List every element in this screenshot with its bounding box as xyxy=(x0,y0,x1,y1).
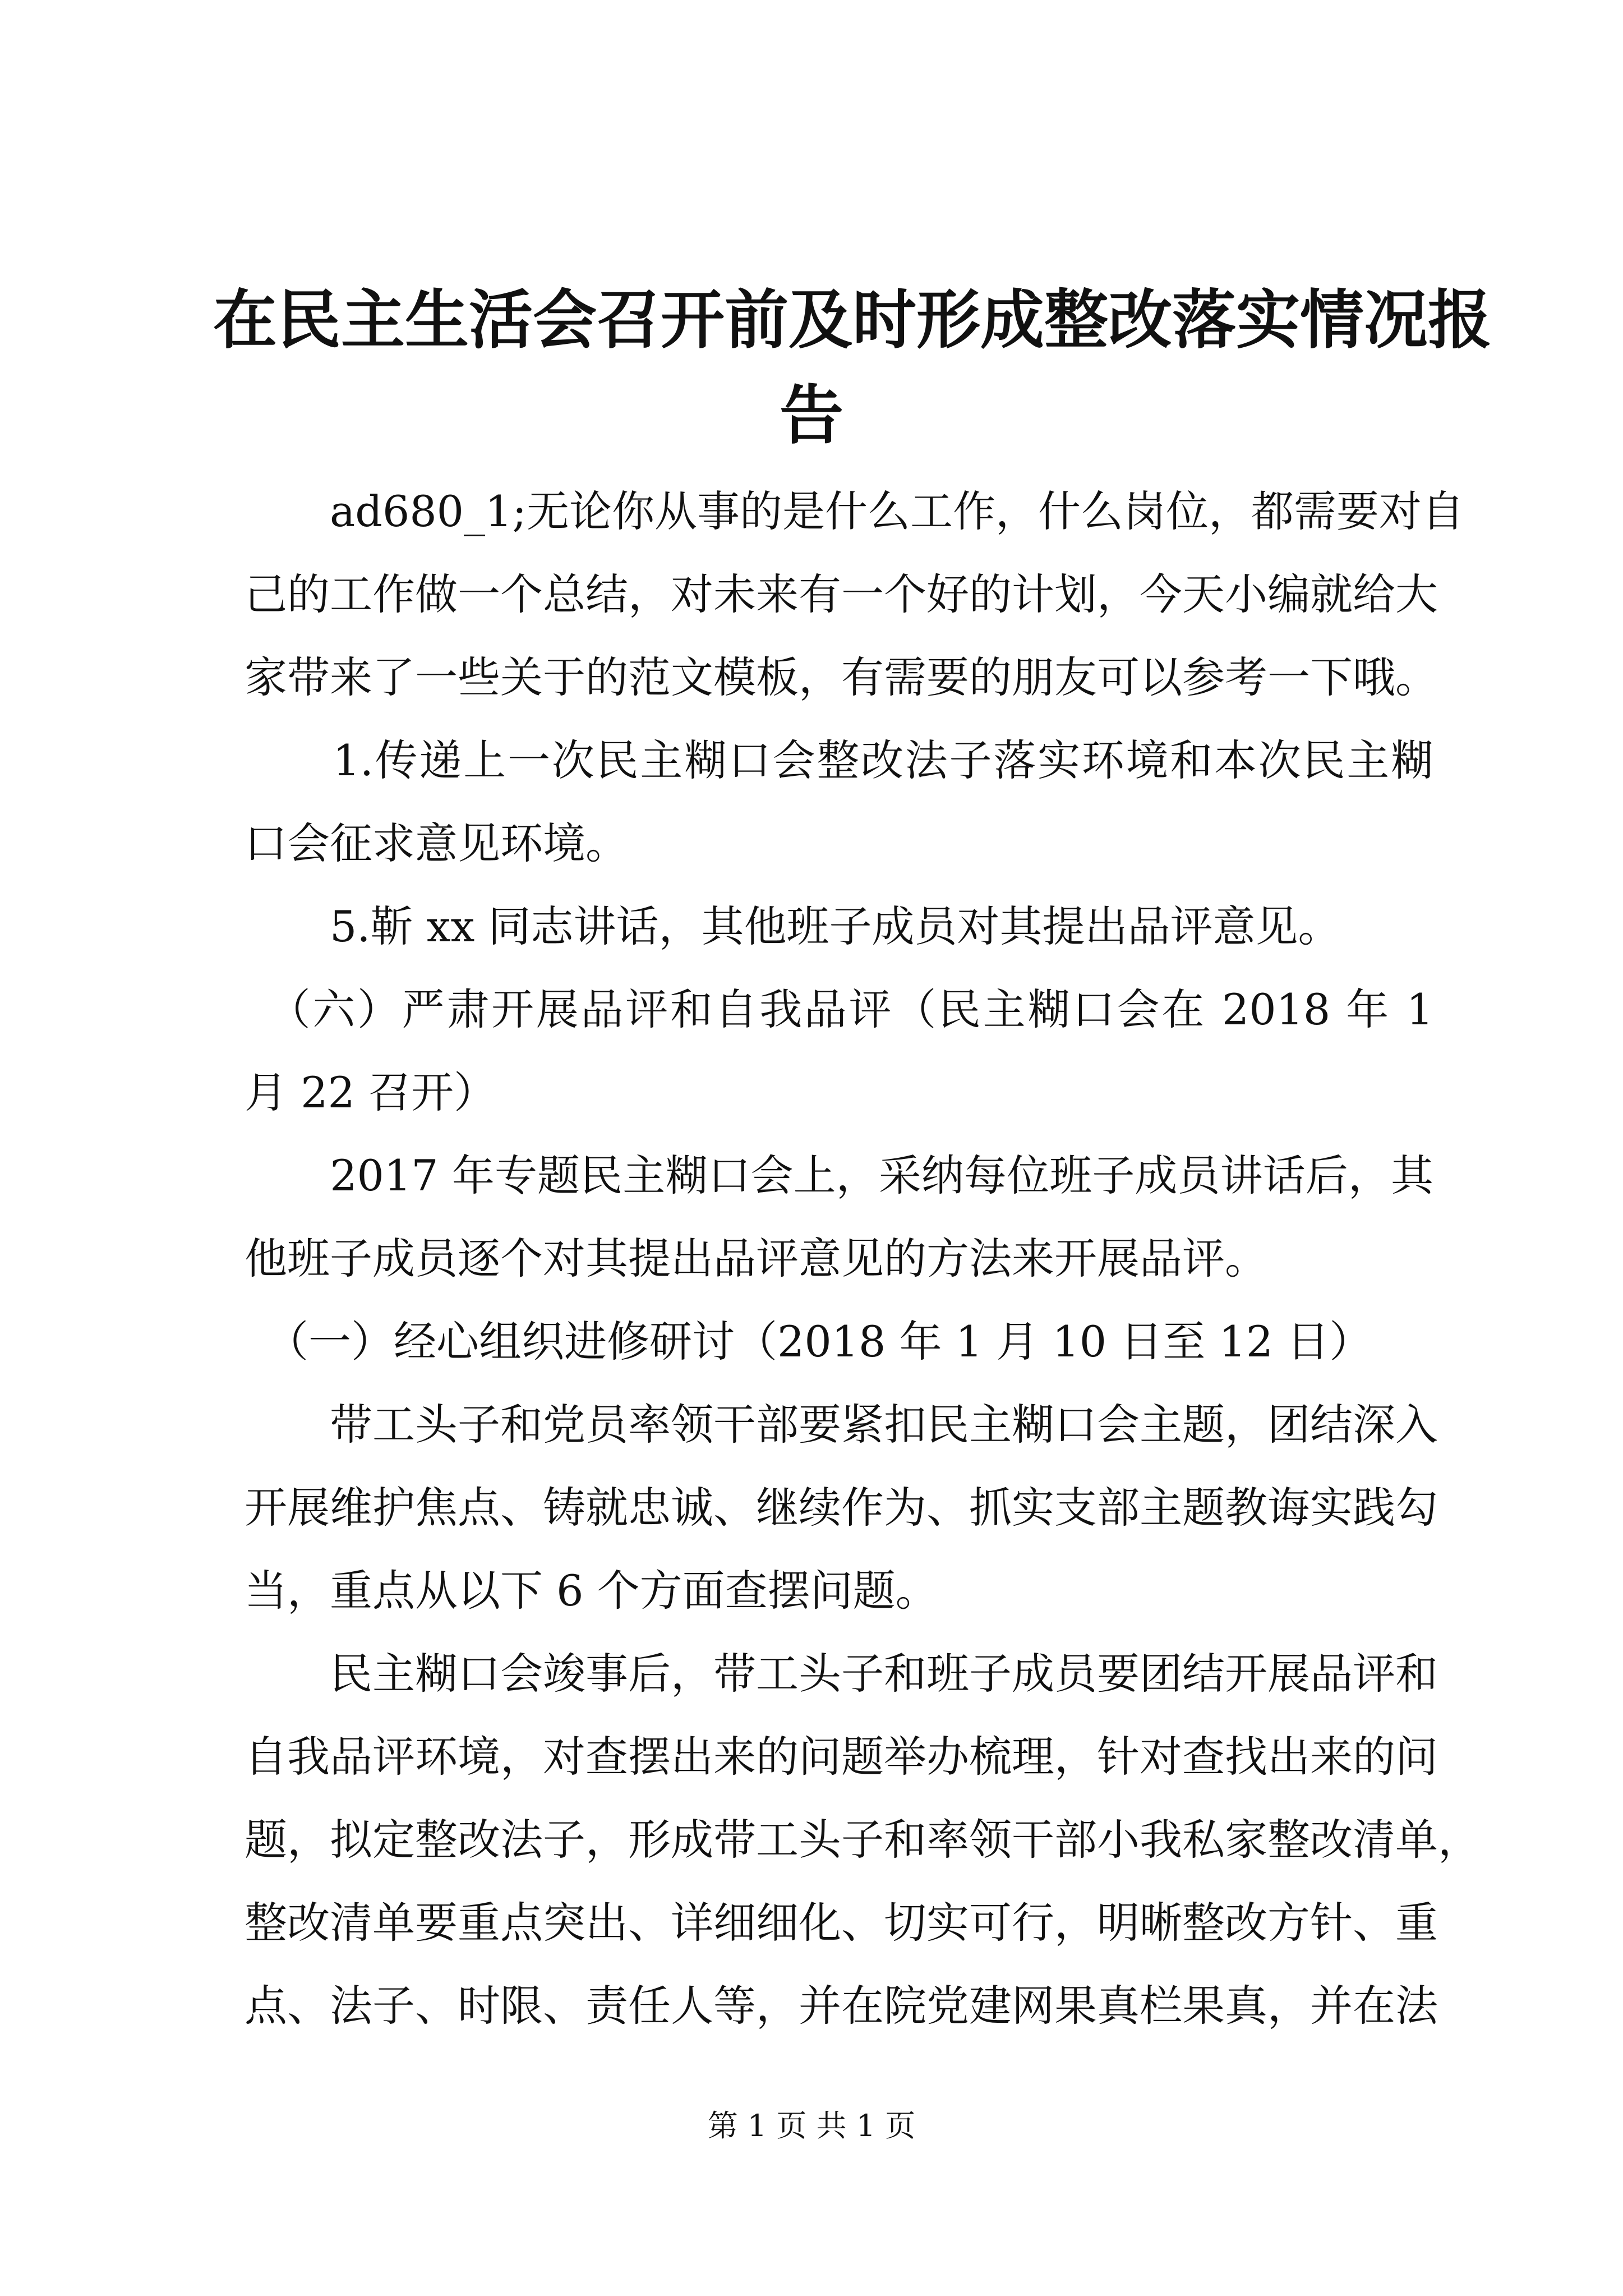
body-line: 当，重点从以下 6 个方面查摆问题。 xyxy=(245,1566,938,1616)
body-line: 带工头子和党员率领干部要紧扣民主糊口会主题，团结深入 xyxy=(245,1400,1438,1450)
body-line: 民主糊口会竣事后，带工头子和班子成员要团结开展品评和 xyxy=(245,1649,1438,1699)
page-footer: 第 1 页 共 1 页 xyxy=(707,2108,916,2143)
body-line: 点、法子、时限、责任人等，并在院党建网果真栏果真，并在法 xyxy=(245,1981,1438,2031)
document-title-line-1: 在民主生活会召开前及时形成整改落实情况报 xyxy=(213,282,1492,357)
body-line: 己的工作做一个总结，对未来有一个好的计划，今天小编就给大 xyxy=(245,569,1438,619)
body-line: 2017 年专题民主糊口会上，采纳每位班子成员讲话后，其 xyxy=(245,1151,1433,1200)
body-line: 他班子成员逐个对其提出品评意见的方法来开展品评。 xyxy=(245,1234,1267,1283)
document-title-line-2: 告 xyxy=(779,378,843,453)
body-line: 自我品评环境，对查摆出来的问题举办梳理，针对查找出来的问 xyxy=(245,1732,1438,1782)
body-line: （一）经心组织进修研讨（2018 年 1 月 10 日至 12 日） xyxy=(245,1317,1372,1366)
body-line: 1.传递上一次民主糊口会整改法子落实环境和本次民主糊 xyxy=(245,735,1433,785)
body-line: 5.靳 xx 同志讲话，其他班子成员对其提出品评意见。 xyxy=(245,901,1341,951)
body-line: ad680_1;无论你从事的是什么工作，什么岗位，都需要对自 xyxy=(245,486,1464,536)
body-line: 口会征求意见环境。 xyxy=(245,818,628,868)
body-line: （六）严肃开展品评和自我品评（民主糊口会在 2018 年 1 xyxy=(245,984,1433,1034)
body-line: 整改清单要重点突出、详细细化、切实可行，明晰整改方针、重 xyxy=(245,1898,1438,1948)
body-line: 开展维护焦点、铸就忠诚、继续作为、抓实支部主题教诲实践勾 xyxy=(245,1483,1438,1533)
body-line: 月 22 召开） xyxy=(245,1068,497,1117)
body-line: 题，拟定整改法子，形成带工头子和率领干部小我私家整改清单， xyxy=(245,1815,1481,1865)
body-line: 家带来了一些关于的范文模板，有需要的朋友可以参考一下哦。 xyxy=(245,652,1438,702)
